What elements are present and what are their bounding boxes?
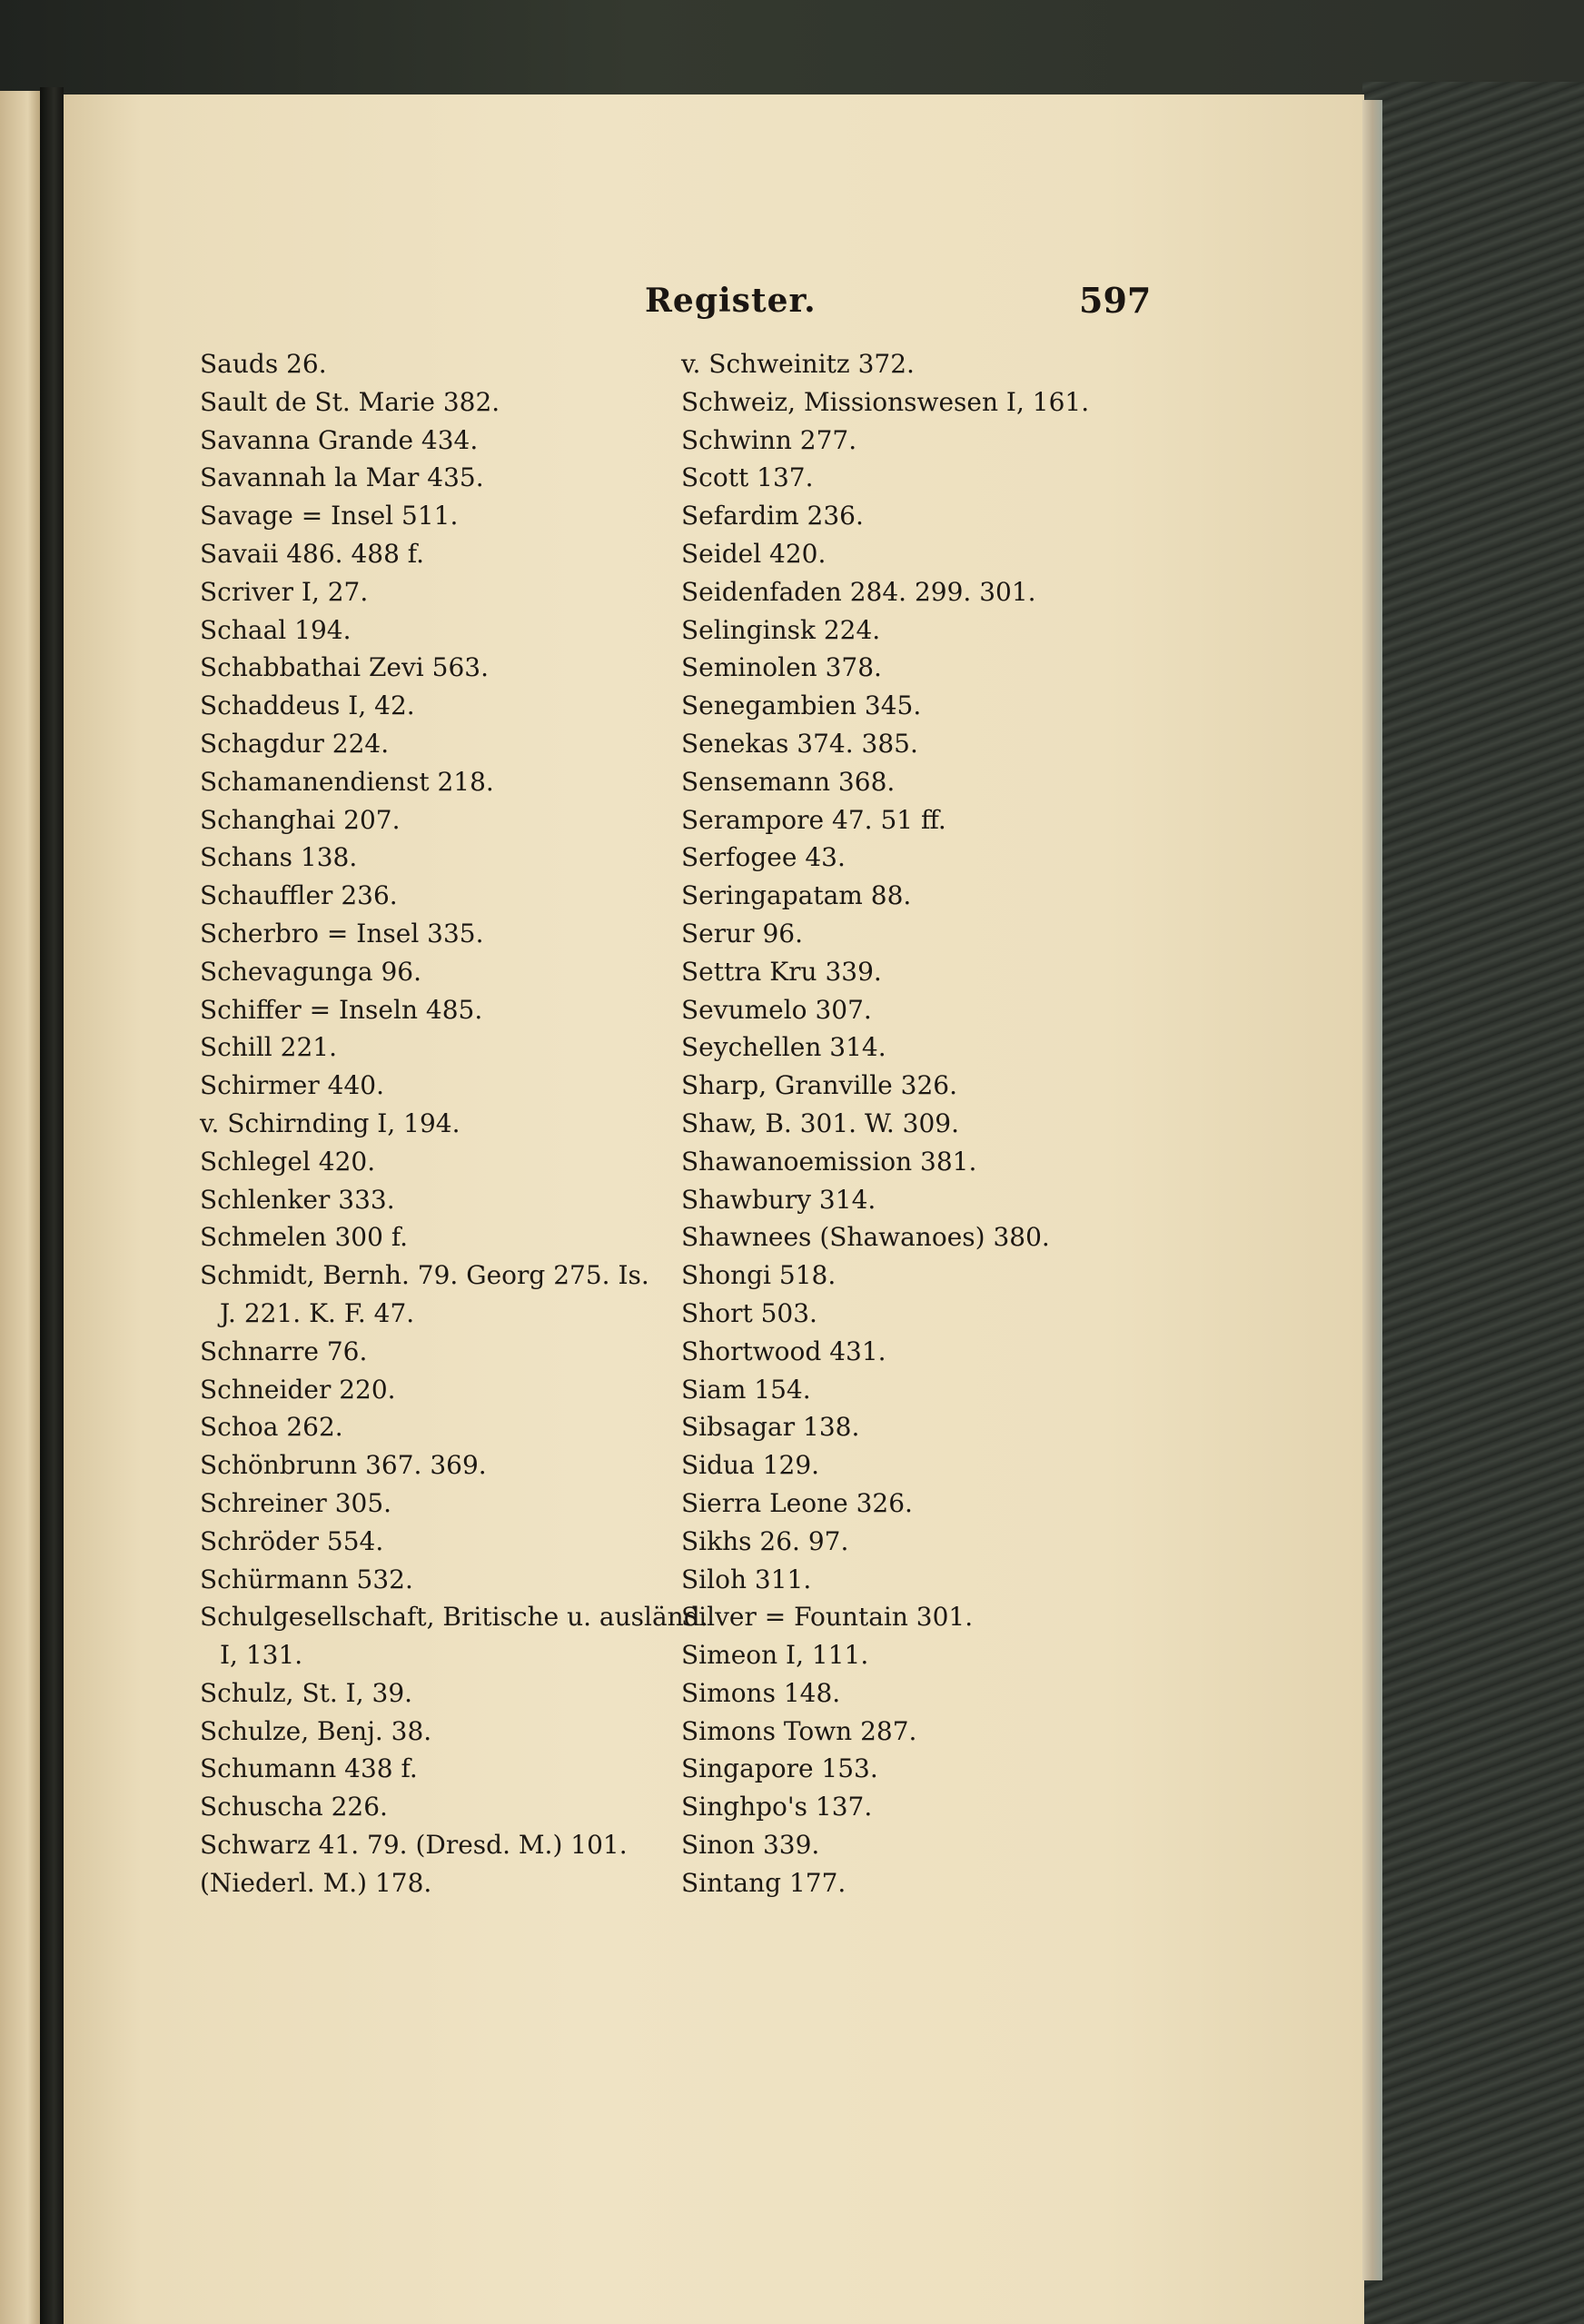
index-entry: Schauffler 236. — [200, 880, 398, 911]
index-entry: Shawbury 314. — [681, 1184, 876, 1215]
index-entry: Schmidt, Bernh. 79. Georg 275. Is. — [200, 1260, 649, 1291]
index-entry: Schönbrunn 367. 369. — [200, 1450, 487, 1481]
index-entry: Schagdur 224. — [200, 728, 390, 759]
index-entry: Schanghai 207. — [200, 804, 401, 835]
index-entry: Schnarre 76. — [200, 1336, 368, 1366]
index-entry: Schwinn 277. — [681, 424, 857, 455]
index-entry: J. 221. K. F. 47. — [220, 1297, 415, 1328]
index-entry: Sintang 177. — [681, 1867, 846, 1898]
index-column-left — [200, 345, 708, 1902]
running-title: Register. — [645, 282, 817, 320]
index-entry: Savage = Insel 511. — [200, 501, 459, 531]
index-entry: Savaii 486. 488 f. — [200, 538, 425, 569]
index-entry: Serampore 47. 51 ff. — [681, 804, 946, 835]
index-entry: Senekas 374. 385. — [681, 728, 918, 759]
index-entry: Simeon I, 111. — [681, 1640, 869, 1671]
index-entry: Savanna Grande 434. — [200, 424, 479, 455]
page-header — [64, 282, 1364, 336]
index-entry: Schröder 554. — [200, 1525, 384, 1556]
index-entry: Schans 138. — [200, 842, 358, 873]
index-entry: Sharp, Granville 326. — [681, 1070, 957, 1101]
index-entry: Schulze, Benj. 38. — [200, 1715, 432, 1746]
index-entry: Scherbro = Insel 335. — [200, 918, 484, 948]
index-entry: (Niederl. M.) 178. — [200, 1867, 432, 1898]
index-entry: Shortwood 431. — [681, 1336, 886, 1366]
index-entry: Seidenfaden 284. 299. 301. — [681, 576, 1036, 607]
index-entry: Schumann 438 f. — [200, 1753, 418, 1784]
index-entry: I, 131. — [220, 1640, 303, 1671]
page-number: 597 — [1079, 280, 1152, 321]
index-entry: Schevagunga 96. — [200, 956, 422, 987]
index-entry: Sensemann 368. — [681, 766, 896, 797]
index-entry: Simons 148. — [681, 1677, 841, 1708]
index-entry: Sauds 26. — [200, 349, 327, 379]
index-entry: Schulgesellschaft, Britische u. ausländ. — [200, 1602, 708, 1633]
index-entry: Schreiner 305. — [200, 1487, 392, 1518]
index-entry: Selinginsk 224. — [681, 614, 881, 645]
index-entry: Schaal 194. — [200, 614, 351, 645]
index-entry: Schoa 262. — [200, 1412, 343, 1443]
index-entry: Short 503. — [681, 1297, 817, 1328]
index-entry: Schabbathai Zevi 563. — [200, 652, 490, 683]
index-entry: Singapore 153. — [681, 1753, 878, 1784]
index-entry: Schuscha 226. — [200, 1792, 388, 1822]
index-entry: Shawnees (Shawanoes) 380. — [681, 1222, 1050, 1253]
index-entry: Savannah la Mar 435. — [200, 462, 484, 493]
index-entry: Sikhs 26. 97. — [681, 1525, 849, 1556]
index-entry: Singhpo's 137. — [681, 1792, 873, 1822]
index-entry: Seidel 420. — [681, 538, 827, 569]
index-entry: Siloh 311. — [681, 1564, 812, 1594]
index-entry: Schill 221. — [200, 1032, 338, 1063]
index-entry: Serfogee 43. — [681, 842, 846, 873]
book-spine — [40, 87, 64, 2324]
index-entry: Seringapatam 88. — [681, 880, 912, 911]
index-entry: Schürmann 532. — [200, 1564, 413, 1594]
index-entry: Sinon 339. — [681, 1830, 820, 1861]
index-entry: Schirmer 440. — [200, 1070, 384, 1101]
index-entry: Schulz, St. I, 39. — [200, 1677, 413, 1708]
index-entry: Schmelen 300 f. — [200, 1222, 409, 1253]
index-entry: Settra Kru 339. — [681, 956, 882, 987]
index-entry: Siam 154. — [681, 1374, 811, 1405]
index-entry: Silver = Fountain 301. — [681, 1602, 974, 1633]
index-entry: Seminolen 378. — [681, 652, 882, 683]
index-entry: Shaw, B. 301. W. 309. — [681, 1107, 960, 1138]
index-entry: Serur 96. — [681, 918, 803, 948]
index-entry: Schamanendienst 218. — [200, 766, 494, 797]
book-cover-edge — [1362, 82, 1584, 2324]
index-entry: Scriver I, 27. — [200, 576, 369, 607]
index-entry: Scott 137. — [681, 462, 814, 493]
index-entry: Seychellen 314. — [681, 1032, 886, 1063]
index-column-right — [681, 345, 1153, 1902]
index-entry: Sierra Leone 326. — [681, 1487, 913, 1518]
index-entry: Schlenker 333. — [200, 1184, 395, 1215]
index-entry: Sault de St. Marie 382. — [200, 386, 500, 417]
index-entry: Schlegel 420. — [200, 1146, 376, 1177]
index-entry: Schaddeus I, 42. — [200, 690, 415, 721]
index-entry: Schwarz 41. 79. (Dresd. M.) 101. — [200, 1830, 628, 1861]
index-entry: Schiffer = Inseln 485. — [200, 994, 483, 1025]
index-entry: Sevumelo 307. — [681, 994, 872, 1025]
index-entry: Schneider 220. — [200, 1374, 396, 1405]
index-entry: Schweiz, Missionswesen I, 161. — [681, 386, 1090, 417]
previous-page-edge — [0, 91, 44, 2324]
index-entry: Senegambien 345. — [681, 690, 922, 721]
index-entry: Sefardim 236. — [681, 501, 864, 531]
index-entry: Sidua 129. — [681, 1450, 820, 1481]
index-entry: Sibsagar 138. — [681, 1412, 860, 1443]
index-entry: v. Schweinitz 372. — [681, 349, 915, 379]
index-entry: Shongi 518. — [681, 1260, 837, 1291]
page-edge-stack — [1362, 100, 1382, 2280]
index-entry: v. Schirnding I, 194. — [200, 1107, 460, 1138]
index-entry: Simons Town 287. — [681, 1715, 917, 1746]
index-entry: Shawanoemission 381. — [681, 1146, 977, 1177]
